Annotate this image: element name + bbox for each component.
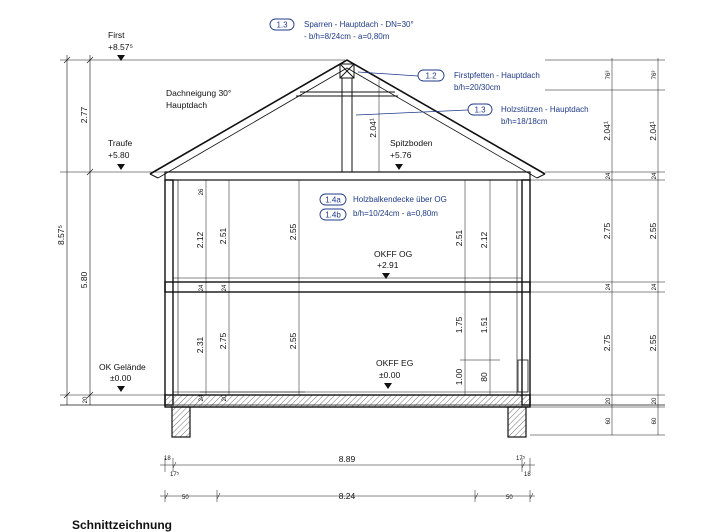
dim-right-c3: 24 — [606, 172, 612, 180]
level-okff-og-value: +2.91 — [377, 260, 399, 270]
dim-bottom-c1: 50 — [182, 495, 189, 501]
level-first — [108, 30, 133, 61]
level-traufe-value: +5.80 — [108, 150, 130, 160]
level-spitzboden-value: +5.76 — [390, 150, 412, 160]
level-gelaende-label: OK Gelände — [99, 362, 146, 372]
annotation-holzbalkendecke — [320, 194, 447, 220]
dim-slab2-left: 24 — [222, 284, 228, 292]
tag-firstpfetten: 1.2 — [425, 71, 437, 81]
dim-og-clear-right: 2.12 — [479, 231, 489, 249]
dim-right-d4: 2.55 — [648, 222, 658, 240]
dim-bottom-outer-width: 8.24 — [338, 491, 356, 501]
firstpfetten-line1: Firstpfetten - Hauptdach — [454, 71, 540, 80]
og-slab — [165, 282, 530, 292]
roof-rafter-left — [150, 174, 158, 178]
dim-right-d6: 2.55 — [648, 334, 658, 352]
sparren-line2: - b/h=8/24cm - a=0,80m — [304, 32, 390, 41]
dim-bottom-a2: 17⁵ — [170, 472, 180, 478]
window-right — [518, 360, 528, 392]
dim-right-d7: 20 — [652, 397, 658, 405]
dim-eg-b-right: 1.51 — [479, 316, 489, 334]
dim-bottom-b1: 17⁵ — [516, 456, 526, 462]
level-okff-eg-label: OKFF EG — [376, 358, 414, 368]
dim-right-d1: 76³ — [652, 70, 658, 80]
dim-eg-clear-left: 2.31 — [195, 336, 205, 354]
dim-right-d2: 2.04¹ — [648, 121, 658, 141]
roof-name-note: Hauptdach — [166, 100, 208, 110]
tag-sparren: 1.3 — [276, 20, 288, 30]
foundation-left — [172, 407, 190, 437]
tag-holzbalkendecke-b: 1.4b — [325, 210, 341, 220]
level-okff-eg — [376, 358, 413, 389]
dim-eg-rough-left: 2.55 — [288, 332, 298, 350]
dim-right-c8: 60 — [606, 417, 612, 425]
building-structure — [60, 60, 665, 437]
dim-bot2-left: 20 — [222, 394, 228, 402]
level-okff-eg-value: ±0.00 — [379, 370, 401, 380]
dim-left-upper: 2.77 — [79, 106, 89, 124]
level-gelaende-value: ±0.00 — [110, 373, 132, 383]
dim-bottom-inner-width: 8.89 — [338, 454, 356, 464]
level-traufe — [108, 138, 133, 170]
dim-right-c1: 76³ — [606, 70, 612, 80]
level-okff-og-label: OKFF OG — [374, 249, 413, 259]
dim-right-c7: 20 — [606, 397, 612, 405]
dim-roof-height: 2.04¹ — [368, 118, 378, 138]
right-dimensions — [530, 58, 665, 435]
level-first-label: First — [108, 30, 125, 40]
drawing-caption: Schnittzeichnung — [72, 518, 172, 532]
sparren-line1: Sparren - Hauptdach - DN=30° — [304, 20, 414, 29]
holzbalkendecke-line2: b/h=10/24cm - a=0,80m — [353, 209, 438, 218]
level-gelaende — [99, 362, 146, 392]
dim-og-height-left: 2.51 — [218, 227, 228, 245]
foundation-right — [508, 407, 526, 437]
dim-left-lower: 5.80 — [79, 271, 89, 289]
dim-right-c2: 2.04¹ — [602, 121, 612, 141]
annotation-firstpfetten — [358, 70, 540, 92]
dim-left-base: 20 — [83, 396, 89, 404]
level-traufe-label: Traufe — [108, 138, 133, 148]
dim-sill1-right: 1.00 — [454, 368, 464, 386]
dim-og-rough-left: 2.55 — [288, 223, 298, 241]
dim-right-c5: 24 — [606, 283, 612, 291]
level-spitzboden — [390, 138, 433, 170]
level-first-value: +8.57⁵ — [108, 42, 134, 52]
dim-bot1-left: 24 — [199, 394, 205, 402]
annotation-holzstuetzen — [356, 104, 589, 126]
dim-eg-height-left: 2.75 — [218, 332, 228, 350]
roof-pitch-note: Dachneigung 30° — [166, 88, 232, 98]
dim-bottom-c2: 50 — [506, 495, 513, 501]
dim-left-total: 8.57⁵ — [56, 224, 66, 246]
dim-slab1-left: 24 — [199, 284, 205, 292]
level-spitzboden-label: Spitzboden — [390, 138, 433, 148]
dim-right-d3: 24 — [652, 172, 658, 180]
level-okff-og — [374, 249, 412, 279]
dim-og-clear-left: 2.12 — [195, 231, 205, 249]
dim-top-left: 26 — [199, 188, 205, 196]
dim-bottom-b2: 18 — [524, 472, 531, 478]
dim-right-d8: 60 — [652, 417, 658, 425]
attic-slab — [165, 172, 530, 180]
tag-holzstuetzen: 1.3 — [474, 105, 486, 115]
dim-bottom-a1: 18 — [164, 456, 171, 462]
dim-right-d5: 24 — [652, 283, 658, 291]
roof-rafter-right — [537, 174, 545, 178]
holzstuetzen-line1: Holzstützen - Hauptdach — [501, 105, 589, 114]
holzstuetzen-line2: b/h=18/18cm — [501, 117, 548, 126]
dim-og-height-right: 2.51 — [454, 229, 464, 247]
dim-right-c6: 2.75 — [602, 334, 612, 352]
dim-right-c4: 2.75 — [602, 222, 612, 240]
dim-sill2-right: 80 — [479, 372, 489, 382]
tag-holzbalkendecke-a: 1.4a — [325, 195, 341, 205]
dim-eg-a-right: 1.75 — [454, 316, 464, 334]
firstpfetten-line2: b/h=20/30cm — [454, 83, 501, 92]
holzbalkendecke-line1: Holzbalkendecke über OG — [353, 195, 447, 204]
annotation-sparren — [270, 19, 414, 41]
inner-left-dimensions — [200, 180, 305, 395]
